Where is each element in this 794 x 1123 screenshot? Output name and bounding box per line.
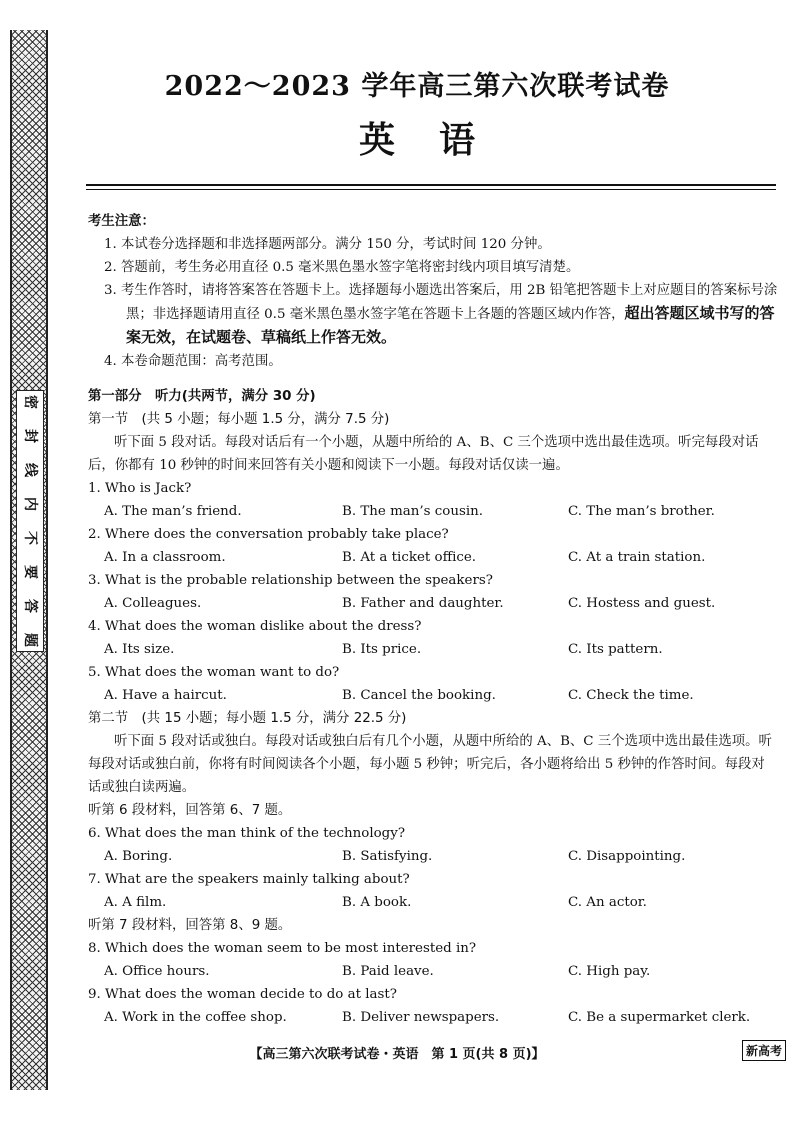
title-rule-thin (86, 189, 776, 190)
option-b: B. Its price. (342, 642, 422, 657)
question-stem: 7. What are the speakers mainly talking about? (88, 872, 410, 887)
option-b: B. The man’s cousin. (342, 504, 484, 519)
option-a: A. A film. (104, 895, 167, 910)
option-a: A. Boring. (104, 849, 173, 864)
seal-char: 要 (22, 565, 38, 579)
section-instructions: 听下面 5 段对话。每段对话后有一个小题，从题中所给的 A、B、C 三个选项中选出最佳选项。听完每段对话后，你都有 10 秒钟的时间来回答有关小题和阅读下一小题。每段对话仅读一遍。 (88, 435, 759, 473)
question-options (88, 960, 778, 983)
question-options (88, 1006, 778, 1029)
question-stem: 9. What does the woman decide to do at last? (88, 987, 397, 1002)
option-b: B. At a ticket office. (342, 550, 477, 565)
question-options (88, 546, 778, 569)
question-options (88, 638, 778, 661)
notice-item-emphasis: 超出答题区域书写的答案无效，在试题卷、草稿纸上作答无效。 (126, 304, 775, 346)
question-options (88, 891, 778, 914)
new-gaokao-stamp: 新高考 (742, 1040, 786, 1061)
question-stem: 8. Which does the woman seem to be most interested in? (88, 941, 477, 956)
option-c: C. Disappointing. (568, 849, 686, 864)
option-a: A. Office hours. (104, 964, 210, 979)
exam-subject: 英语 (358, 119, 519, 161)
seal-char: 密 (22, 395, 38, 409)
option-b: B. Deliver newspapers. (342, 1010, 500, 1025)
section-title: 第二节 (共 15 小题；每小题 1.5 分，满分 22.5 分) (88, 711, 407, 726)
option-c: C. High pay. (568, 964, 651, 979)
question-stem: 2. Where does the conversation probably take place? (88, 527, 449, 542)
seal-char: 线 (22, 463, 38, 477)
notice-item: 1. 本试卷分选择题和非选择题两部分。满分 150 分，考试时间 120 分钟。 (104, 237, 551, 252)
question (88, 523, 778, 569)
question-options (88, 500, 778, 523)
question (88, 983, 778, 1029)
option-a: A. Have a haircut. (104, 688, 227, 703)
material-group: 听第 6 段材料，回答第 6、7 题。 (88, 803, 292, 818)
question (88, 615, 778, 661)
seal-char: 封 (22, 429, 38, 443)
part-title: 第一部分 听力(共两节，满分 30 分) (88, 389, 316, 404)
question-options (88, 592, 778, 615)
section-title: 第一节 (共 5 小题；每小题 1.5 分，满分 7.5 分) (88, 412, 390, 427)
question-stem: 3. What is the probable relationship between the speakers? (88, 573, 493, 588)
option-b: B. Cancel the booking. (342, 688, 496, 703)
notice-item: 2. 答题前，考生务必用直径 0.5 毫米黑色墨水签字笔将密封线内项目填写清楚。 (104, 260, 580, 275)
question (88, 822, 778, 868)
seal-char: 内 (22, 497, 38, 511)
option-a: A. In a classroom. (104, 550, 226, 565)
notice-item-text: 3. 考生作答时，请将答案答在答题卡上。选择题每小题选出答案后，用 2B 铅笔把答题卡上对应题目的答案标号涂黑；非选择题请用直径 0.5 毫米黑色墨水签字笔在答题卡上各题的答题区域内作答， (104, 283, 778, 322)
question (88, 661, 778, 707)
question-stem: 5. What does the woman want to do? (88, 665, 340, 680)
option-b: B. Paid leave. (342, 964, 434, 979)
option-c: C. Check the time. (568, 688, 694, 703)
option-a: A. Colleagues. (104, 596, 202, 611)
option-b: B. A book. (342, 895, 412, 910)
question (88, 868, 778, 914)
option-a: A. Work in the coffee shop. (104, 1010, 287, 1025)
option-b: B. Satisfying. (342, 849, 433, 864)
candidate-notice (88, 210, 778, 373)
notice-item: 4. 本卷命题范围：高考范围。 (104, 354, 282, 369)
option-c: C. The man’s brother. (568, 504, 715, 519)
page-content (88, 210, 778, 1029)
question (88, 569, 778, 615)
section-instructions: 听下面 5 段对话或独白。每段对话或独白后有几个小题，从题中所给的 A、B、C 三个选项中选出最佳选项。听每段对话或独白前，你将有时间阅读各个小题，每小题 5 秒钟；听完后，各小题将给出 5 秒钟的作答时间。每段对话或独白读两遍。 (88, 734, 772, 795)
question (88, 477, 778, 523)
option-a: A. The man’s friend. (104, 504, 242, 519)
question-stem: 4. What does the woman dislike about the dress? (88, 619, 422, 634)
option-a: A. Its size. (104, 642, 175, 657)
option-b: B. Father and daughter. (342, 596, 504, 611)
question-options (88, 845, 778, 868)
notice-title: 考生注意： (88, 214, 155, 229)
option-c: C. Its pattern. (568, 642, 663, 657)
option-c: C. Hostess and guest. (568, 596, 716, 611)
exam-title: 2022～2023 学年高三第六次联考试卷 (164, 71, 670, 102)
material-group: 听第 7 段材料，回答第 8、9 题。 (88, 918, 292, 933)
question-options (88, 684, 778, 707)
option-c: C. An actor. (568, 895, 647, 910)
option-c: C. Be a supermarket clerk. (568, 1010, 751, 1025)
page-footer: 【高三第六次联考试卷・英语 第 1 页(共 8 页)】 (249, 1047, 545, 1062)
option-c: C. At a train station. (568, 550, 706, 565)
notice-item (88, 279, 778, 350)
seal-char: 答 (22, 599, 38, 613)
seal-line-notice (16, 390, 44, 652)
question-stem: 6. What does the man think of the technology? (88, 826, 405, 841)
question-stem: 1. Who is Jack? (88, 481, 192, 496)
seal-char: 题 (22, 633, 38, 647)
title-rule (86, 184, 776, 186)
seal-char: 不 (22, 531, 38, 545)
question (88, 937, 778, 983)
